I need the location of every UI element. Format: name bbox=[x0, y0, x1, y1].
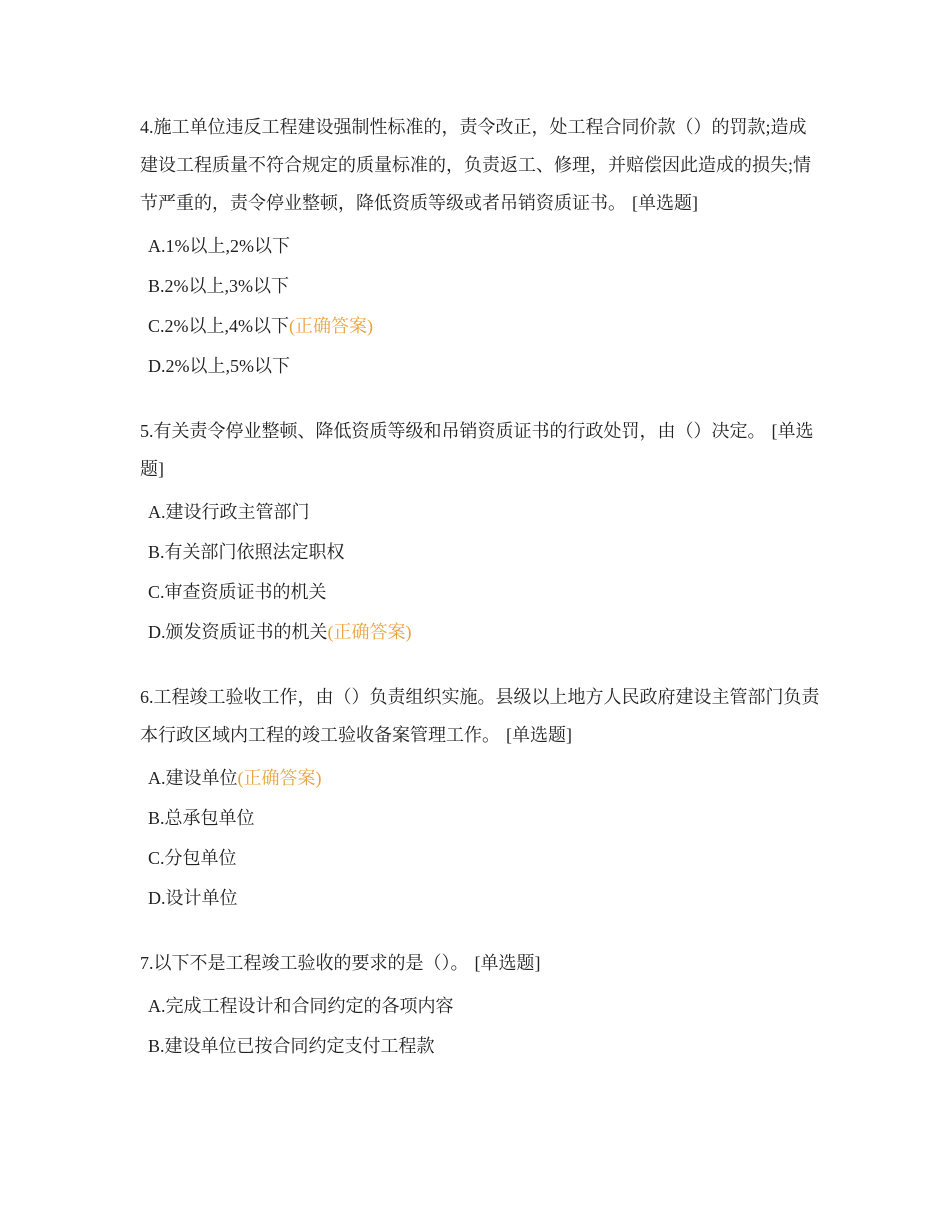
option-c[interactable]: C.2%以上,4%以下(正确答案) bbox=[148, 316, 373, 336]
option-d[interactable]: D.颁发资质证书的机关(正确答案) bbox=[148, 622, 412, 642]
option-a[interactable]: A.完成工程设计和合同约定的各项内容 bbox=[148, 996, 454, 1016]
question-type-tag: [单选题] bbox=[506, 725, 572, 745]
option-a[interactable]: A.1%以上,2%以下 bbox=[148, 236, 290, 256]
option-list bbox=[140, 986, 820, 1066]
question-stem: 5.有关责令停业整顿、降低资质等级和吊销资质证书的行政处罚，由（）决定。 [单选题] bbox=[140, 421, 814, 479]
question-4 bbox=[140, 108, 820, 386]
option-c[interactable]: C.分包单位 bbox=[148, 848, 237, 868]
option-list bbox=[140, 758, 820, 918]
option-a[interactable]: A.建设行政主管部门 bbox=[148, 502, 310, 522]
option-list bbox=[140, 492, 820, 652]
question-stem: 6.工程竣工验收工作，由（）负责组织实施。县级以上地方人民政府建设主管部门负责本行政区域内工程的竣工验收备案管理工作。 [单选题] bbox=[140, 687, 820, 745]
correct-answer-mark: (正确答案) bbox=[237, 768, 322, 788]
question-type-tag: [单选题] bbox=[140, 421, 814, 479]
question-6 bbox=[140, 678, 820, 918]
option-b[interactable]: B.有关部门依照法定职权 bbox=[148, 542, 345, 562]
question-stem: 4.施工单位违反工程建设强制性标准的，责令改正，处工程合同价款（）的罚款;造成建设工程质量不符合规定的质量标准的，负责返工、修理，并赔偿因此造成的损失;情节严重的，责令停业整顿，降低资质等级或者吊销资质证书。 [单选题] bbox=[140, 117, 811, 213]
option-b[interactable]: B.建设单位已按合同约定支付工程款 bbox=[148, 1036, 435, 1056]
question-5 bbox=[140, 412, 820, 652]
question-stem: 7.以下不是工程竣工验收的要求的是（）。 [单选题] bbox=[140, 953, 541, 973]
option-b[interactable]: B.总承包单位 bbox=[148, 808, 255, 828]
option-list bbox=[140, 226, 820, 386]
question-type-tag: [单选题] bbox=[474, 953, 541, 973]
question-7 bbox=[140, 944, 820, 1066]
correct-answer-mark: (正确答案) bbox=[289, 316, 373, 336]
option-d[interactable]: D.2%以上,5%以下 bbox=[148, 356, 290, 376]
option-a[interactable]: A.建设单位(正确答案) bbox=[148, 768, 322, 788]
document-page bbox=[140, 108, 820, 1092]
correct-answer-mark: (正确答案) bbox=[327, 622, 412, 642]
option-c[interactable]: C.审查资质证书的机关 bbox=[148, 582, 327, 602]
question-type-tag: [单选题] bbox=[632, 193, 698, 213]
option-b[interactable]: B.2%以上,3%以下 bbox=[148, 276, 289, 296]
option-d[interactable]: D.设计单位 bbox=[148, 888, 238, 908]
